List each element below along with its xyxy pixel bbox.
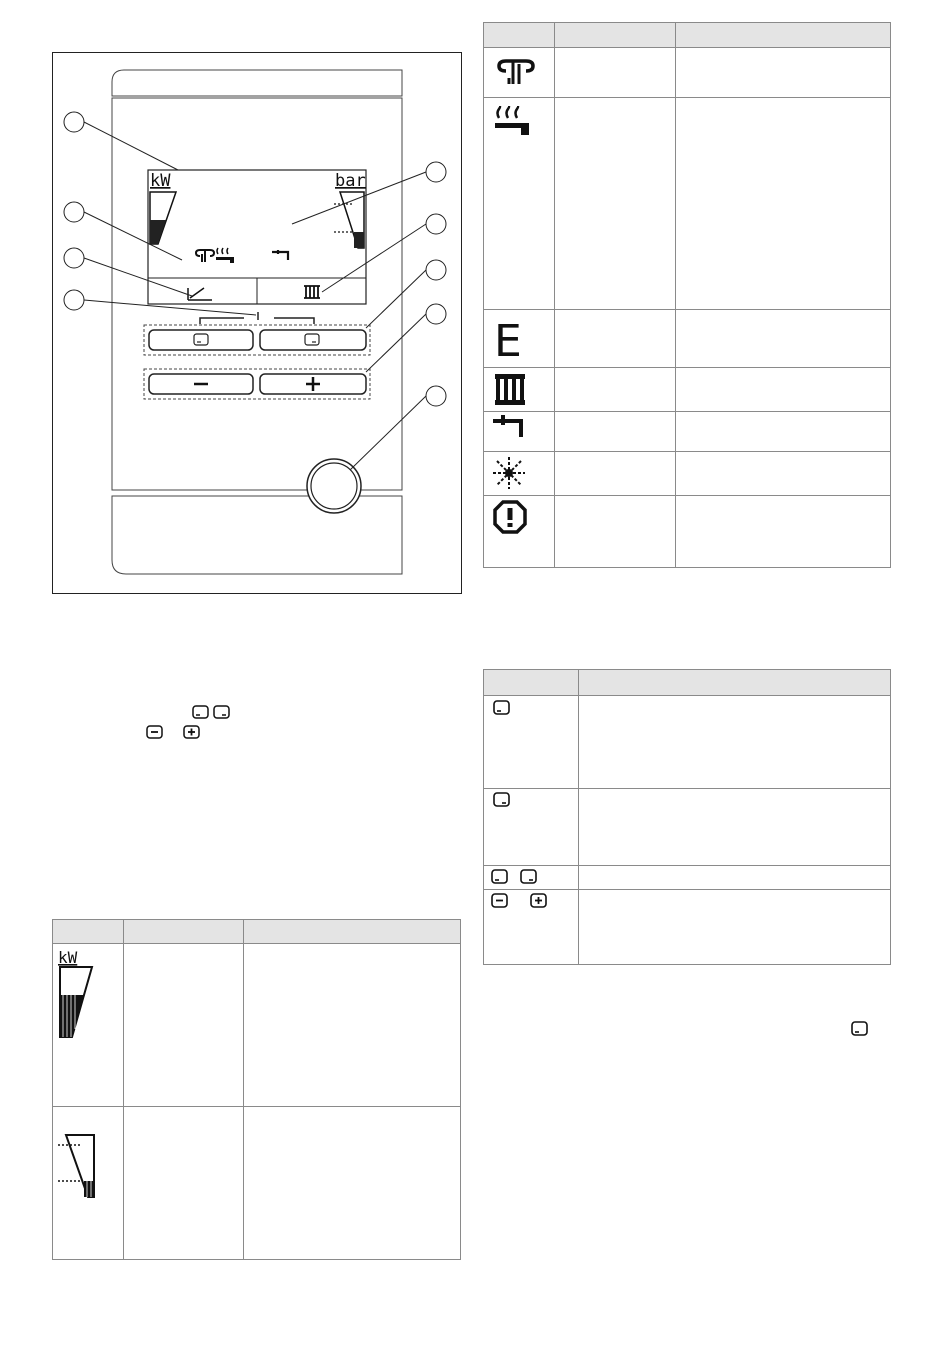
keys-table [483,669,892,967]
body-minus-plus-icons [146,724,206,740]
table-header-row [52,919,461,943]
panel-top-cover [112,70,402,96]
heating-radiator-icon [495,374,527,406]
softkey-left-button[interactable] [149,330,253,350]
callout-5 [426,162,446,182]
table-header-row [483,22,891,47]
error-e-icon [493,314,523,360]
left-softkey-icon [493,700,511,716]
plus-button[interactable] [260,374,366,394]
callout-3 [64,248,84,268]
lcd-power-unit: kW [150,171,171,191]
right-softkey-icon [493,792,511,808]
lcd-pressure-unit: bar [335,171,366,191]
callout-2 [64,202,84,222]
comfort-operation-icon [495,106,531,136]
callout-7 [426,260,446,280]
display-symbols-table [52,919,462,1261]
callout-4 [64,290,84,310]
softkey-right-button[interactable] [260,330,366,350]
plus-label [52,594,53,595]
status-symbols-table [483,22,892,570]
panel-bottom-cover [112,496,402,574]
svg-text:E: E [494,316,522,360]
body-softkey-icons [192,704,234,720]
frost-protection-icon [491,455,527,491]
chimney-sweep-icon [497,58,535,86]
hot-water-tap-icon [493,415,527,441]
both-softkeys-icon [491,869,543,885]
service-warning-icon [493,500,527,534]
svg-text:kW: kW [58,949,78,967]
callout-9 [426,386,446,406]
minus-label [52,594,53,595]
minus-button[interactable] [149,374,253,394]
control-panel-drawing [52,52,462,594]
pressure-bar-icon [58,1131,102,1211]
body-softkey-icon [851,1021,869,1037]
callout-8 [426,304,446,324]
callout-1 [64,112,84,132]
table-header-row [483,669,891,695]
callout-6 [426,214,446,234]
control-panel-figure [52,52,462,594]
power-bar-icon [58,949,98,1041]
minus-plus-keys-icon [491,893,551,909]
